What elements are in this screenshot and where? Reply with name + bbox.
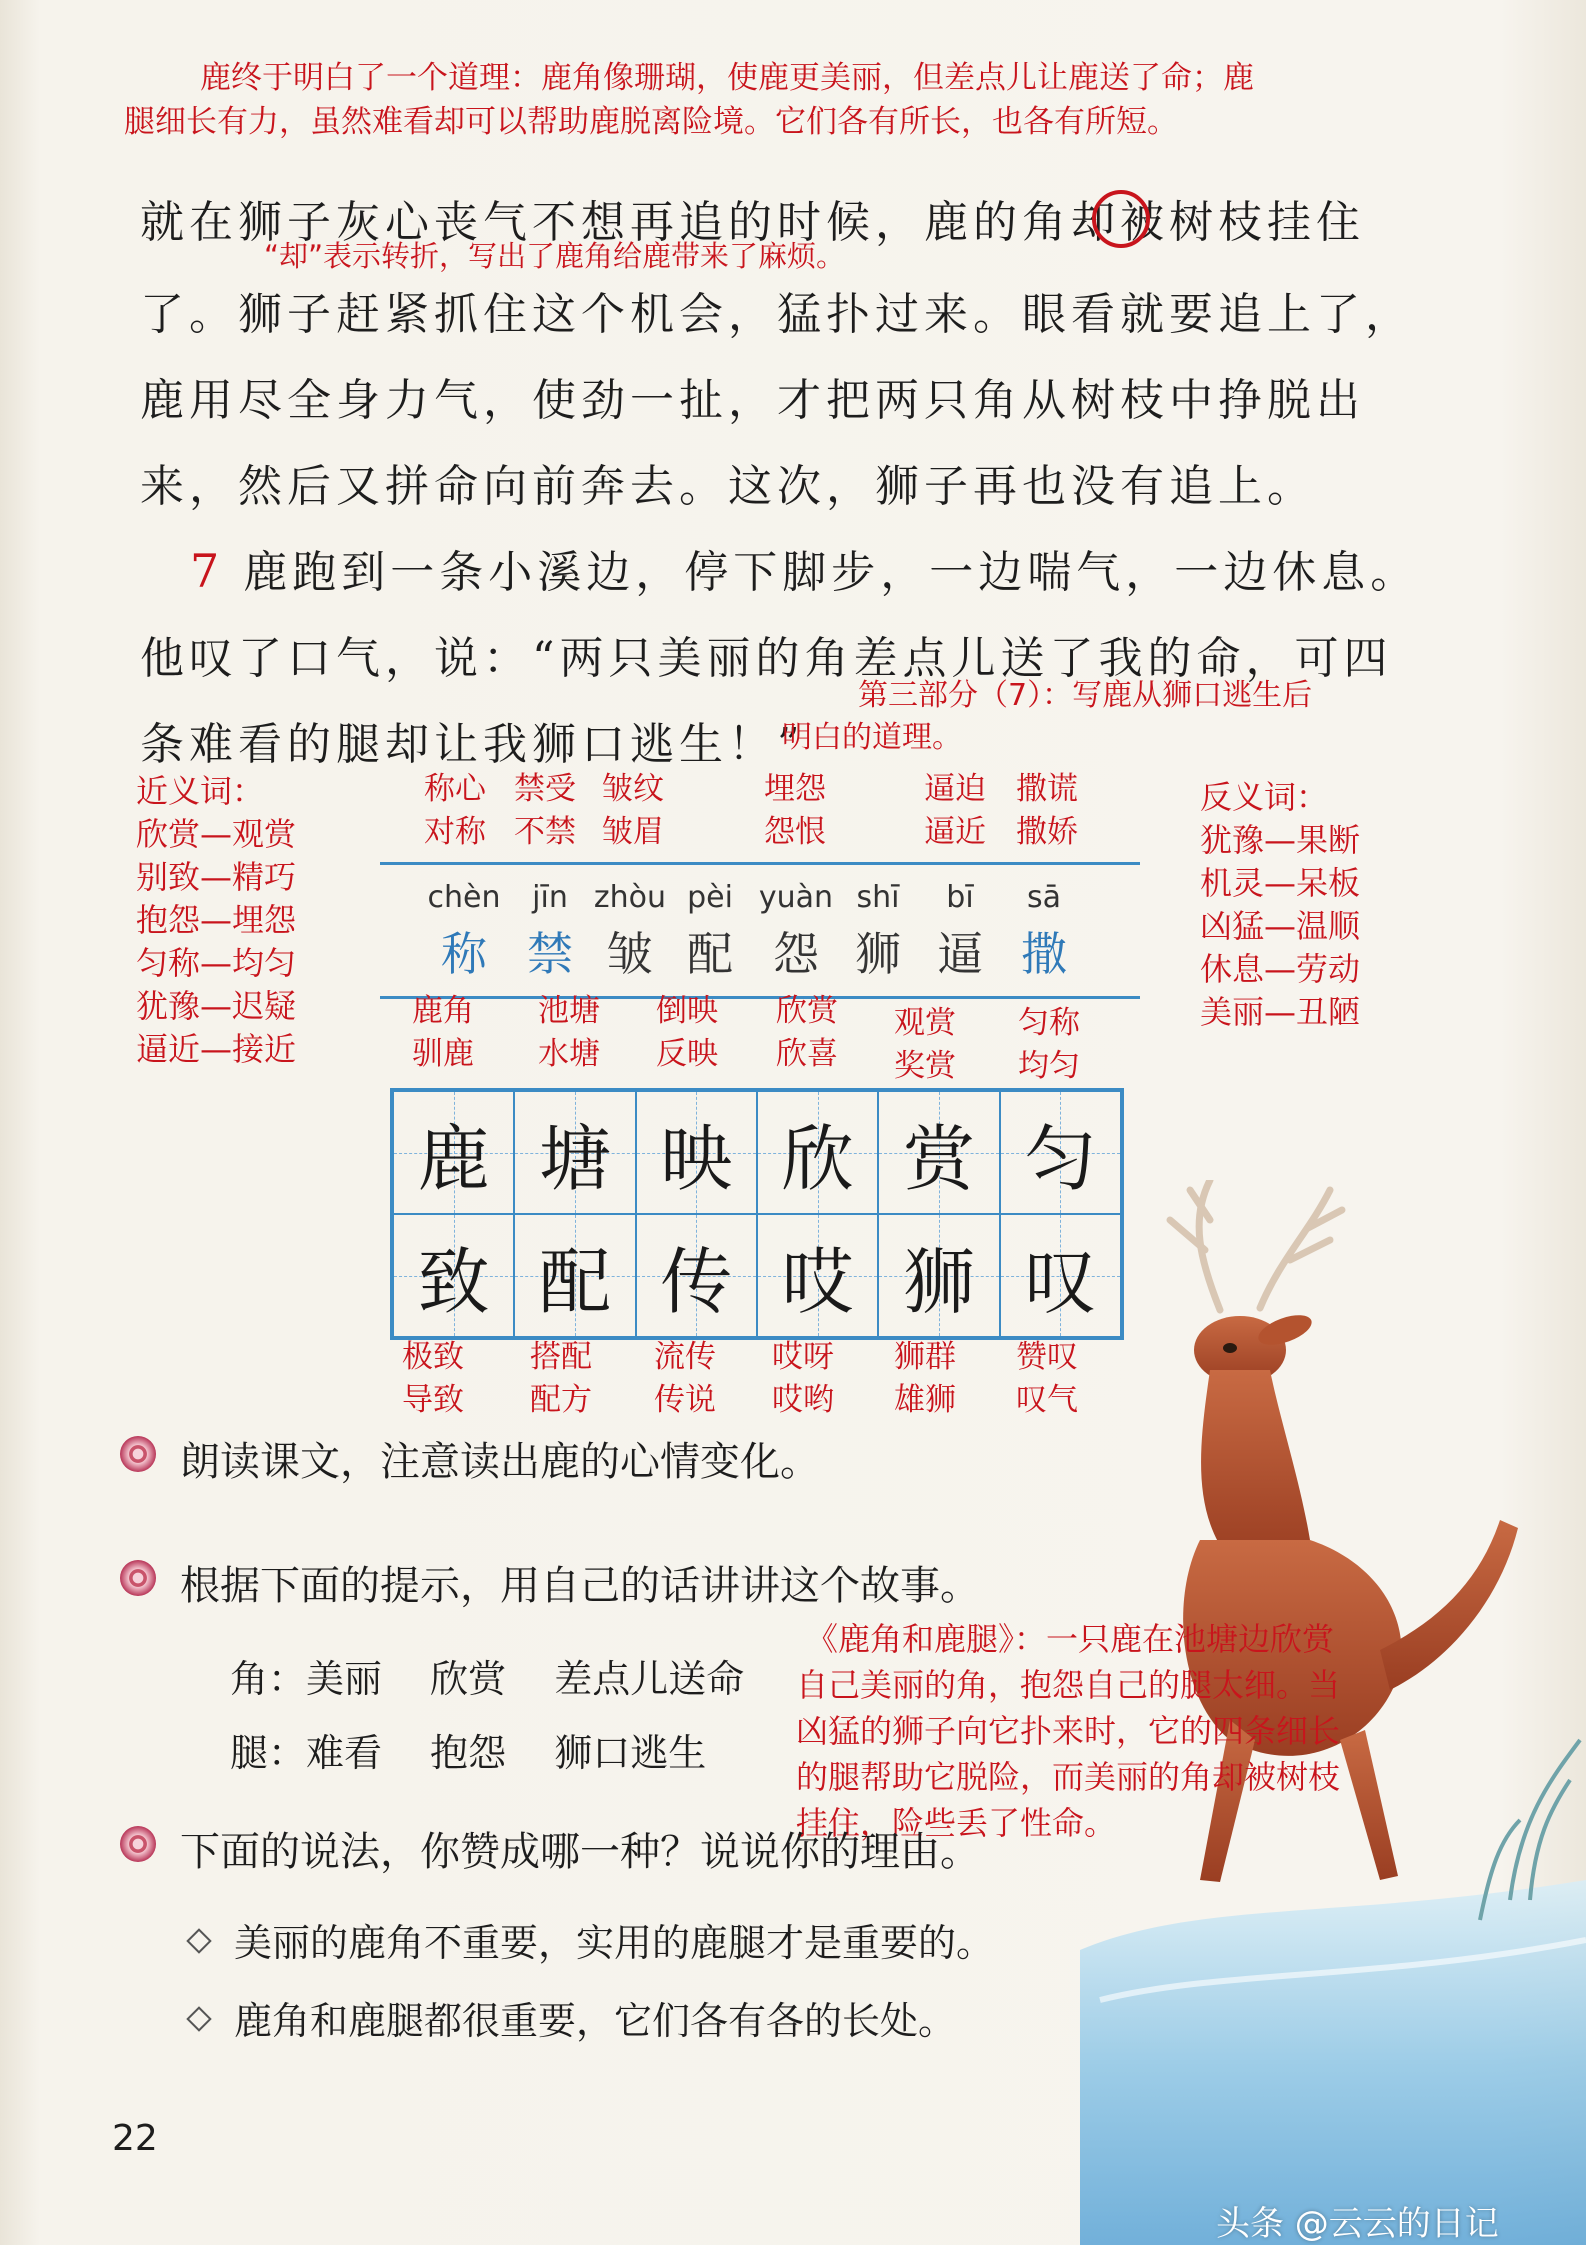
task-retell [130, 1554, 980, 1611]
word-group-bottom [1016, 1336, 1078, 1422]
note-que: “却”表示转折，写出了鹿角给鹿带来了麻烦。 [264, 239, 846, 273]
hint-item: 角：美丽 [230, 1657, 383, 1701]
top-annotation-line1: 鹿终于明白了一个道理：鹿角像珊瑚，使鹿更美丽，但差点儿让鹿送了命；鹿 [200, 60, 1254, 96]
word: 均匀 [1018, 1048, 1080, 1084]
synonym-item: 欣赏—观赏 [136, 815, 297, 853]
antonym-item: 休息—劳动 [1200, 950, 1361, 988]
antonym-item: 机灵—呆板 [1200, 864, 1361, 902]
word: 反映 [656, 1036, 718, 1072]
task-text: 下面的说法，你赞成哪一种？说说你的理由。 [180, 1829, 980, 1875]
page-number: 22 [112, 2118, 158, 2159]
flower-bullet-icon [120, 1560, 156, 1596]
grid-char: 鹿 [417, 1116, 490, 1201]
grid-cell [757, 1214, 878, 1337]
summary-line2: 自己美丽的角，抱怨自己的腿太细。当 [796, 1666, 1341, 1704]
paragraph6-line1: 就在狮子灰心丧气不想再追的时候，鹿的角却被树枝挂住 [140, 197, 1365, 248]
word-group-bottom [530, 1336, 592, 1422]
word: 逼近 [924, 814, 986, 850]
option-1 [190, 1912, 994, 1967]
word: 流传 [654, 1339, 716, 1375]
diamond-bullet-icon [186, 2006, 211, 2031]
grid-cell [636, 1091, 757, 1214]
water-area [1080, 1880, 1586, 2245]
option-text: 美丽的鹿角不重要，实用的鹿腿才是重要的。 [234, 1921, 995, 1965]
word: 奖赏 [894, 1048, 956, 1084]
word: 倒映 [656, 993, 718, 1029]
flower-bullet-icon [120, 1436, 156, 1472]
grid-cell [878, 1214, 999, 1337]
pinyin-char: 配 [687, 927, 733, 981]
paragraph7-line1: 鹿跑到一条小溪边，停下脚步，一边喘气，一边休息。 [243, 547, 1420, 598]
word: 哎哟 [772, 1382, 834, 1418]
summary-line4: 的腿帮助它脱险，而美丽的角却被树枝 [796, 1758, 1341, 1796]
word-group-top [764, 768, 826, 854]
antonyms-list [1200, 776, 1360, 1034]
word-group-bottom [894, 1336, 956, 1422]
note-part3-line2: 明白的道理。 [782, 720, 962, 755]
pinyin-top-rule [380, 862, 1140, 865]
word-group-top [1016, 768, 1078, 854]
synonym-item: 逼近—接近 [136, 1030, 297, 1068]
paragraph6-line4: 来，然后又拼命向前奔去。这次，狮子再也没有追上。 [140, 461, 1316, 512]
pinyin-char: 撒 [1021, 927, 1067, 981]
summary-line1: 《鹿角和鹿腿》：一只鹿在池塘边欣赏 [806, 1620, 1335, 1658]
pinyin-char: 禁 [527, 927, 573, 981]
summary-line5: 挂住，险些丢了性命。 [796, 1804, 1117, 1842]
pinyin-char: 狮 [855, 927, 901, 981]
word: 导致 [402, 1382, 464, 1418]
hint-item: 抱怨 [430, 1731, 507, 1775]
word: 赞叹 [1016, 1339, 1078, 1375]
word-group-middle [412, 990, 474, 1076]
word: 不禁 [514, 814, 576, 850]
word: 叹气 [1016, 1382, 1078, 1418]
word: 皱眉 [602, 814, 664, 850]
word: 配方 [530, 1382, 592, 1418]
pinyin: sā [1026, 880, 1061, 915]
task-read-aloud [130, 1430, 820, 1487]
pinyin-bottom-rule [380, 996, 1140, 999]
word-group-middle [776, 990, 838, 1076]
synonym-item: 匀称—均匀 [136, 944, 297, 982]
word: 雄狮 [894, 1382, 956, 1418]
word: 称心 [424, 771, 486, 807]
word: 哎呀 [772, 1339, 834, 1375]
grid-char: 赏 [902, 1116, 975, 1201]
grid-char: 欣 [781, 1116, 854, 1201]
synonym-item: 抱怨—埋怨 [136, 901, 297, 939]
note-part3-line1: 第三部分（7）：写鹿从狮口逃生后 [858, 678, 1313, 713]
word-group-middle [538, 990, 600, 1076]
word-group-top [514, 768, 576, 854]
pinyin-char: 称 [441, 927, 487, 981]
grid-char: 哎 [781, 1239, 854, 1324]
grid-cell [878, 1091, 999, 1214]
grid-char: 传 [660, 1239, 733, 1324]
watermark: 头条 @云云的日记 [1216, 2204, 1499, 2244]
word-group-bottom [654, 1336, 716, 1422]
grid-cell [514, 1214, 635, 1337]
word-group-middle [656, 990, 718, 1076]
hint-item: 狮口逃生 [554, 1731, 707, 1775]
grid-cell [636, 1214, 757, 1337]
pinyin: bī [946, 880, 974, 915]
word: 禁受 [514, 771, 576, 807]
word: 撒娇 [1016, 814, 1078, 850]
word: 水塘 [538, 1036, 600, 1072]
word: 欣喜 [776, 1036, 838, 1072]
que-circle-mark [1092, 190, 1150, 248]
paragraph7-line1-wrap [190, 536, 1419, 600]
word-group-middle [894, 1002, 956, 1088]
word-group-top [924, 768, 986, 854]
antonym-item: 美丽—丑陋 [1200, 993, 1361, 1031]
paragraph7-line3: 条难看的腿却让我狮口逃生！” [140, 719, 805, 770]
paragraph7-line2: 他叹了口气，说：“两只美丽的角差点儿送了我的命，可四 [140, 633, 1393, 684]
hint-item: 欣赏 [430, 1657, 507, 1701]
task-text: 朗读课文，注意读出鹿的心情变化。 [180, 1439, 820, 1485]
antonyms-title: 反义词： [1200, 778, 1329, 816]
grid-char: 叹 [1024, 1239, 1097, 1324]
option-text: 鹿角和鹿腿都很重要，它们各有各的长处。 [234, 1999, 957, 2043]
synonyms-title: 近义词： [136, 772, 265, 810]
word-group-middle [1018, 1002, 1080, 1088]
summary-line3: 凶猛的狮子向它扑来时，它的四条细长 [796, 1712, 1341, 1750]
paragraph7-number: 7 [190, 544, 225, 598]
word: 逼迫 [924, 771, 986, 807]
word: 鹿角 [412, 993, 474, 1029]
character-writing-grid [390, 1088, 1124, 1340]
paragraph6-line2: 了。狮子赶紧抓住这个机会，猛扑过来。眼看就要追上了， [140, 289, 1414, 340]
top-annotation-line2: 腿细长有力，虽然难看却可以帮助鹿脱离险境。它们各有所长，也各有所短。 [124, 104, 1178, 140]
word-group-top [602, 768, 664, 854]
antonym-item: 犹豫—果断 [1200, 821, 1361, 859]
paragraph6-line3: 鹿用尽全身力气，使劲一扯，才把两只角从树枝中挣脱出 [140, 375, 1365, 426]
word: 观赏 [894, 1005, 956, 1041]
word-group-bottom [772, 1336, 834, 1422]
grid-cell [393, 1214, 514, 1337]
diamond-bullet-icon [186, 1928, 211, 1953]
hint-item: 腿：难看 [230, 1731, 383, 1775]
task-opinion [130, 1820, 980, 1877]
word: 搭配 [530, 1339, 592, 1375]
pinyin-char: 逼 [937, 927, 983, 981]
pinyin-char: 怨 [773, 927, 819, 981]
flower-bullet-icon [120, 1826, 156, 1862]
word-group-top [424, 768, 486, 854]
synonyms-list [136, 770, 296, 1071]
grid-char: 映 [660, 1116, 733, 1201]
hint-item: 差点儿送命 [554, 1657, 745, 1701]
word: 极致 [402, 1339, 464, 1375]
word: 池塘 [538, 993, 600, 1029]
grid-cell [514, 1091, 635, 1214]
grid-cell [393, 1091, 514, 1214]
grid-char: 配 [538, 1239, 611, 1324]
word: 匀称 [1018, 1005, 1080, 1041]
pinyin: pèi [687, 880, 733, 915]
option-2 [190, 1990, 956, 2045]
task-text: 根据下面的提示，用自己的话讲讲这个故事。 [180, 1563, 980, 1609]
word: 欣赏 [776, 993, 838, 1029]
word: 撒谎 [1016, 771, 1078, 807]
pinyin: jīn [532, 880, 568, 915]
word-group-bottom [402, 1336, 464, 1422]
pinyin: yuàn [758, 880, 834, 915]
word: 狮群 [894, 1339, 956, 1375]
grid-char: 致 [417, 1239, 490, 1324]
grid-char: 塘 [538, 1116, 611, 1201]
synonym-item: 犹豫—迟疑 [136, 987, 297, 1025]
hint-row-legs [230, 1722, 742, 1777]
pinyin: chèn [427, 880, 501, 915]
pinyin-char: 皱 [607, 927, 653, 981]
grid-cell [757, 1091, 878, 1214]
word: 驯鹿 [412, 1036, 474, 1072]
word: 皱纹 [602, 771, 664, 807]
pinyin: shī [856, 880, 900, 915]
grid-char: 狮 [902, 1239, 975, 1324]
hint-row-horns [230, 1648, 780, 1703]
word: 怨恨 [764, 814, 826, 850]
deer-antlers [1170, 1180, 1342, 1310]
grid-char: 匀 [1024, 1116, 1097, 1201]
word: 埋怨 [764, 771, 826, 807]
deer-eye [1223, 1343, 1237, 1353]
word: 对称 [424, 814, 486, 850]
antonym-item: 凶猛—温顺 [1200, 907, 1361, 945]
synonym-item: 别致—精巧 [136, 858, 297, 896]
word: 传说 [654, 1382, 716, 1418]
pinyin: zhòu [593, 880, 667, 915]
